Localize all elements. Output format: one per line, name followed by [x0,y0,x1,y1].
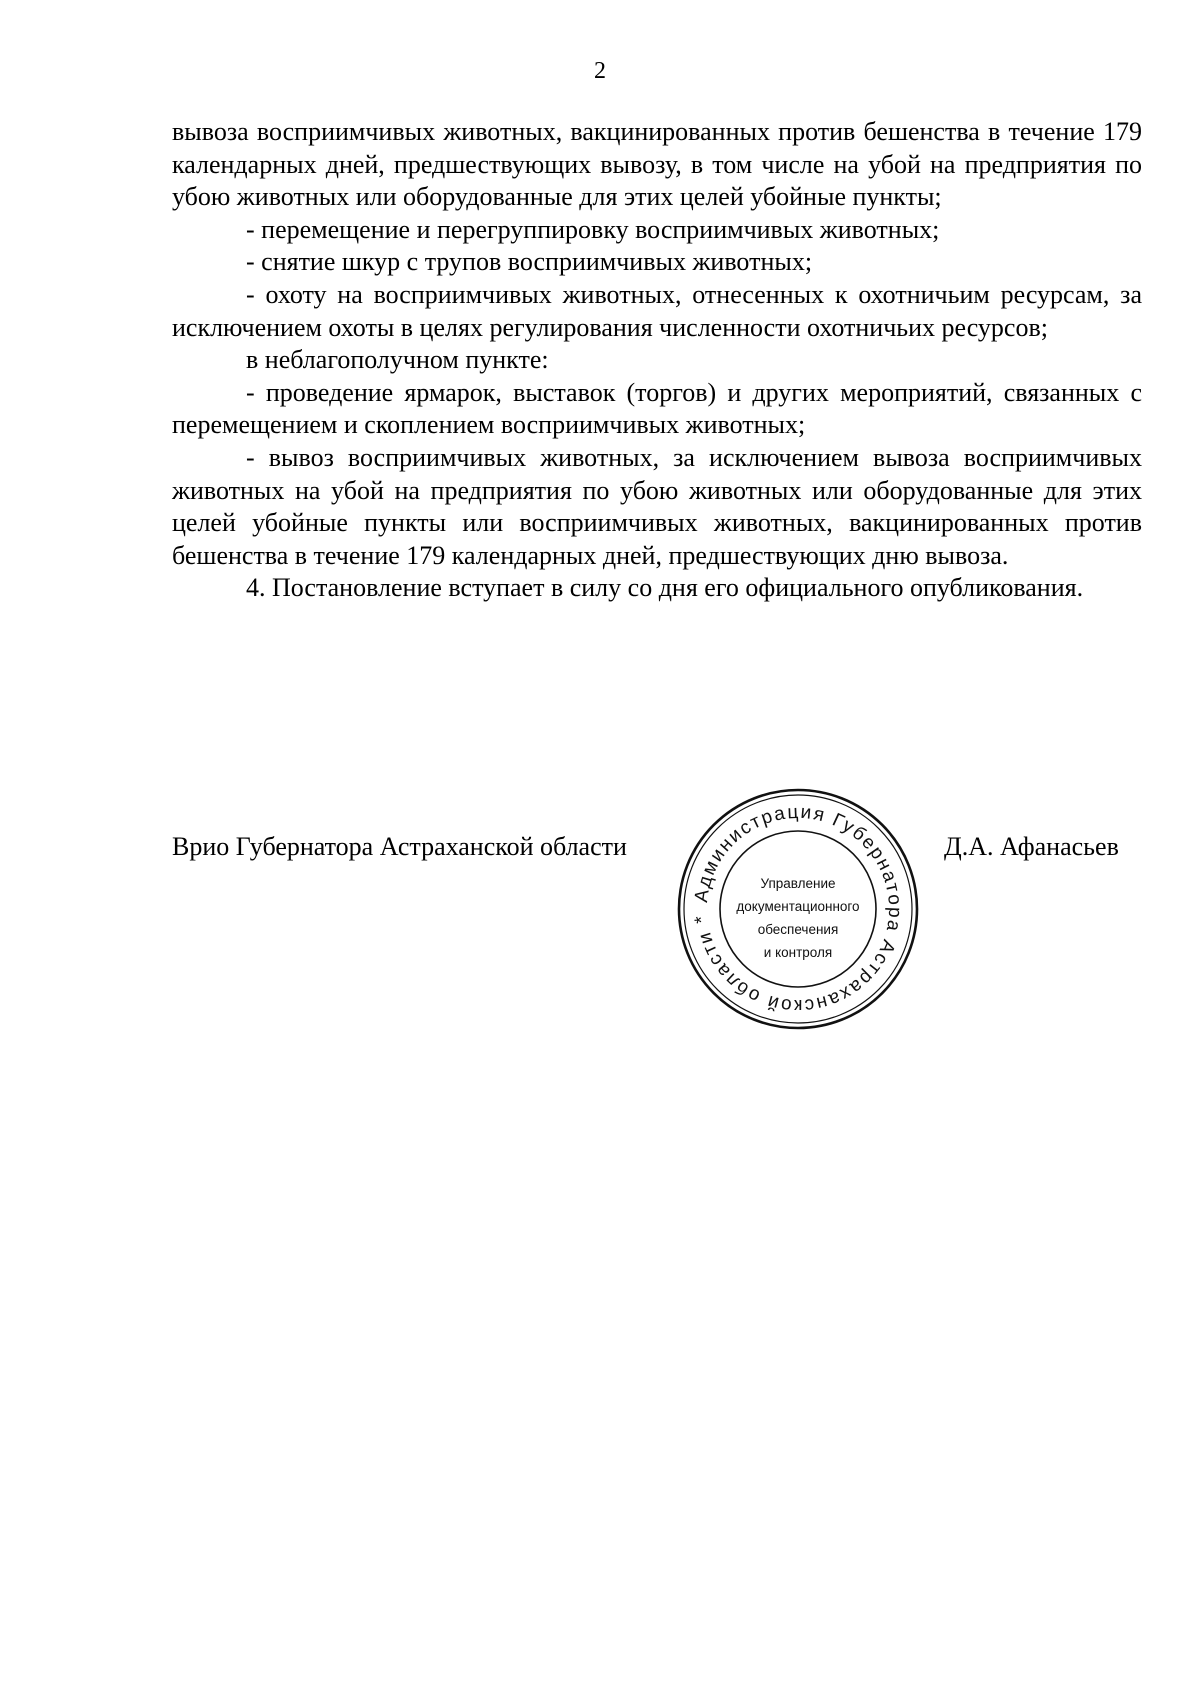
stamp-center-line: документационного [736,899,860,914]
page-number: 2 [594,58,606,84]
body-paragraph: в неблагополучном пункте: [246,345,549,375]
stamp-center-line: и контроля [763,945,833,960]
body-paragraph: - вывоз восприимчивых животных, за исключением вывоза восприимчивых животных на убой на предприятия по убою животных или оборудованные для этих целей убойные пункты или восприимчивых животных, вакцинированных против бешенства в течение 179 календарных дней, предшествующих дню вывоза. [172,442,1142,570]
body-paragraph: 4. Постановление вступает в силу со дня его официального опубликования. [246,573,1084,603]
official-stamp [674,785,922,1033]
stamp-center-line: обеспечения [757,922,839,937]
stamp-graphic [674,785,922,1033]
stamp-center-line: Управление [760,876,836,891]
signatory-position: Врио Губернатора Астраханской области [172,832,627,861]
body-paragraph: - снятие шкур с трупов восприимчивых животных; [246,247,813,277]
body-paragraph: - охоту на восприимчивых животных, отнесенных к охотничьим ресурсам, за исключением охоты в целях регулирования численности охотничьих ресурсов; [172,279,1142,342]
signatory-name: Д.А. Афанасьев [944,832,1119,861]
stamp-ring-text: Администрация Губернатора Астраханской области * [691,801,906,1017]
document-body [172,116,1142,605]
body-paragraph: - перемещение и перегруппировку восприимчивых животных; [246,214,940,244]
body-paragraph: вывоза восприимчивых животных, вакцинированных против бешенства в течение 179 календарных дней, предшествующих вывозу, в том числе на убой на предприятия по убою животных или оборудованные для этих целей убойные пункты; [172,117,1142,212]
body-paragraph: - проведение ярмарок, выставок (торгов) и других мероприятий, связанных с перемещением и скоплением восприимчивых животных; [172,377,1142,440]
